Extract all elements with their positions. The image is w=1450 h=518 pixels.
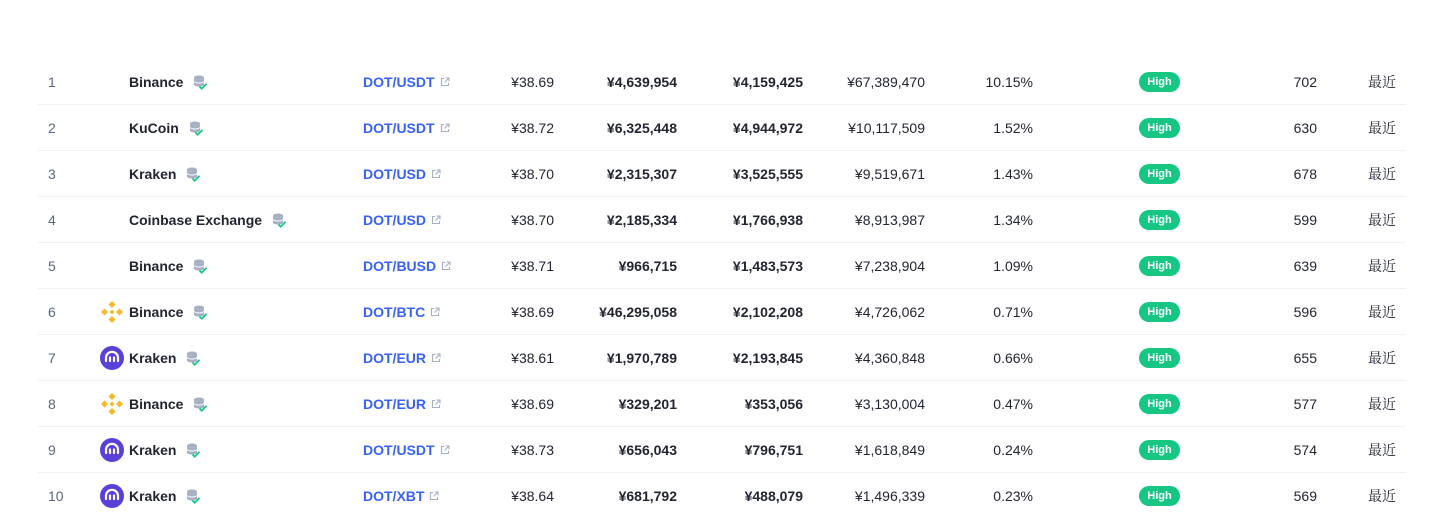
verified-exchange-icon — [192, 258, 208, 274]
pair-link[interactable] — [363, 243, 451, 288]
liquidity-cell — [1139, 151, 1180, 196]
pair-link[interactable] — [363, 381, 441, 426]
exchange-logo — [100, 243, 124, 288]
liquidity-cell — [1139, 473, 1180, 518]
updated-cell: 最近 — [1368, 349, 1396, 366]
liquidity-badge: High — [1139, 440, 1179, 460]
price-cell: ¥38.70 — [511, 211, 554, 228]
exchange-name-link[interactable] — [129, 289, 208, 334]
exchange-name: KuCoin — [129, 119, 179, 136]
pair-link[interactable] — [363, 427, 450, 472]
volume-share-cell: 0.23% — [993, 487, 1033, 504]
volume-24h-cell: ¥4,360,848 — [854, 349, 925, 366]
volume-share-cell: 1.09% — [993, 257, 1033, 274]
exchange-name: Binance — [129, 303, 184, 320]
rank-cell: 9 — [48, 441, 56, 458]
kraken-logo-icon — [100, 484, 124, 508]
updated-cell: 最近 — [1368, 257, 1396, 274]
price-cell: ¥38.70 — [511, 165, 554, 182]
verified-exchange-icon — [188, 120, 204, 136]
liquidity-score-cell: 574 — [1293, 441, 1317, 458]
liquidity-badge: High — [1139, 210, 1179, 230]
volume-share-cell: 1.43% — [993, 165, 1033, 182]
rank-cell: 8 — [48, 395, 56, 412]
external-link-icon — [430, 307, 440, 317]
liquidity-badge: High — [1139, 164, 1179, 184]
price-cell: ¥38.71 — [511, 257, 554, 274]
depth-plus-2-cell: ¥4,639,954 — [606, 73, 677, 90]
pair-label: DOT/USD — [363, 211, 426, 228]
rank-cell: 10 — [48, 487, 64, 504]
rank-cell: 3 — [48, 165, 56, 182]
updated-cell: 最近 — [1368, 441, 1396, 458]
external-link-icon — [431, 215, 441, 225]
pair-label: DOT/BTC — [363, 303, 426, 320]
pair-link[interactable] — [363, 335, 441, 380]
depth-plus-2-cell: ¥2,315,307 — [606, 165, 677, 182]
liquidity-cell — [1139, 105, 1180, 150]
depth-plus-2-cell: ¥46,295,058 — [599, 303, 677, 320]
verified-exchange-icon — [185, 442, 201, 458]
external-link-icon — [429, 491, 439, 501]
external-link-icon — [431, 399, 441, 409]
volume-24h-cell: ¥4,726,062 — [854, 303, 925, 320]
depth-minus-2-cell: ¥3,525,555 — [732, 165, 803, 182]
depth-plus-2-cell: ¥2,185,334 — [606, 211, 677, 228]
price-cell: ¥38.64 — [511, 487, 554, 504]
external-link-icon — [431, 353, 441, 363]
liquidity-badge: High — [1139, 72, 1179, 92]
updated-cell: 最近 — [1368, 165, 1396, 182]
rank-cell: 6 — [48, 303, 56, 320]
volume-24h-cell: ¥8,913,987 — [854, 211, 925, 228]
depth-minus-2-cell: ¥353,056 — [744, 395, 803, 412]
depth-minus-2-cell: ¥2,102,208 — [732, 303, 803, 320]
exchange-logo — [100, 59, 124, 104]
exchange-name: Kraken — [129, 441, 177, 458]
table-row[interactable] — [38, 197, 1406, 243]
external-link-icon — [441, 261, 451, 271]
table-row[interactable] — [38, 381, 1406, 427]
volume-24h-cell: ¥7,238,904 — [854, 257, 925, 274]
exchange-logo — [100, 335, 124, 380]
liquidity-badge: High — [1139, 256, 1179, 276]
liquidity-score-cell: 702 — [1293, 73, 1317, 90]
updated-cell: 最近 — [1368, 487, 1396, 504]
verified-exchange-icon — [192, 74, 208, 90]
exchange-name-link[interactable] — [129, 105, 204, 150]
depth-plus-2-cell: ¥966,715 — [618, 257, 677, 274]
updated-cell: 最近 — [1368, 119, 1396, 136]
volume-24h-cell: ¥3,130,004 — [854, 395, 925, 412]
liquidity-cell — [1139, 335, 1180, 380]
depth-minus-2-cell: ¥488,079 — [744, 487, 803, 504]
liquidity-cell — [1139, 243, 1180, 288]
depth-minus-2-cell: ¥796,751 — [744, 441, 803, 458]
depth-minus-2-cell: ¥1,483,573 — [732, 257, 803, 274]
volume-share-cell: 1.34% — [993, 211, 1033, 228]
updated-cell: 最近 — [1368, 303, 1396, 320]
pair-label: DOT/USDT — [363, 119, 435, 136]
pair-label: DOT/USD — [363, 165, 426, 182]
binance-logo-icon — [100, 300, 124, 324]
price-cell: ¥38.61 — [511, 349, 554, 366]
table-row[interactable] — [38, 289, 1406, 335]
pair-label: DOT/USDT — [363, 441, 435, 458]
volume-share-cell: 0.66% — [993, 349, 1033, 366]
exchange-name-link[interactable] — [129, 427, 201, 472]
rank-cell: 1 — [48, 73, 56, 90]
table-row[interactable] — [38, 427, 1406, 473]
kraken-logo-icon — [100, 438, 124, 462]
binance-logo-icon — [100, 392, 124, 416]
depth-minus-2-cell: ¥4,944,972 — [732, 119, 803, 136]
price-cell: ¥38.69 — [511, 73, 554, 90]
verified-exchange-icon — [271, 212, 287, 228]
liquidity-cell — [1139, 289, 1180, 334]
exchange-logo — [100, 289, 124, 334]
exchange-logo — [100, 105, 124, 150]
updated-cell: 最近 — [1368, 73, 1396, 90]
volume-share-cell: 10.15% — [985, 73, 1033, 90]
depth-plus-2-cell: ¥681,792 — [618, 487, 677, 504]
table-row[interactable] — [38, 473, 1406, 518]
pair-label: DOT/XBT — [363, 487, 425, 504]
depth-minus-2-cell: ¥1,766,938 — [732, 211, 803, 228]
exchange-name-link[interactable] — [129, 243, 208, 288]
depth-minus-2-cell: ¥4,159,425 — [732, 73, 803, 90]
pair-link[interactable] — [363, 151, 441, 196]
exchange-logo — [100, 381, 124, 426]
liquidity-score-cell: 630 — [1293, 119, 1317, 136]
liquidity-cell — [1139, 59, 1180, 104]
verified-exchange-icon — [185, 166, 201, 182]
price-cell: ¥38.69 — [511, 303, 554, 320]
exchange-logo — [100, 473, 124, 518]
exchange-logo — [100, 197, 124, 242]
markets-table — [38, 59, 1406, 518]
pair-label: DOT/EUR — [363, 395, 426, 412]
liquidity-badge: High — [1139, 302, 1179, 322]
verified-exchange-icon — [192, 304, 208, 320]
exchange-logo — [100, 427, 124, 472]
liquidity-score-cell: 596 — [1293, 303, 1317, 320]
volume-24h-cell: ¥9,519,671 — [854, 165, 925, 182]
exchange-name: Binance — [129, 73, 184, 90]
table-row[interactable] — [38, 105, 1406, 151]
pair-link[interactable] — [363, 59, 450, 104]
rank-cell: 4 — [48, 211, 56, 228]
verified-exchange-icon — [192, 396, 208, 412]
exchange-name: Kraken — [129, 487, 177, 504]
volume-share-cell: 0.24% — [993, 441, 1033, 458]
exchange-name-link[interactable] — [129, 151, 201, 196]
volume-24h-cell: ¥1,618,849 — [854, 441, 925, 458]
exchange-name: Binance — [129, 395, 184, 412]
exchange-name-link[interactable] — [129, 335, 201, 380]
liquidity-cell — [1139, 381, 1180, 426]
rank-cell: 2 — [48, 119, 56, 136]
pair-label: DOT/USDT — [363, 73, 435, 90]
exchange-name: Kraken — [129, 165, 177, 182]
volume-share-cell: 1.52% — [993, 119, 1033, 136]
rank-cell: 7 — [48, 349, 56, 366]
depth-plus-2-cell: ¥1,970,789 — [606, 349, 677, 366]
external-link-icon — [440, 77, 450, 87]
pair-link[interactable] — [363, 197, 441, 242]
exchange-name-link[interactable] — [129, 381, 208, 426]
depth-plus-2-cell: ¥6,325,448 — [606, 119, 677, 136]
liquidity-badge: High — [1139, 486, 1179, 506]
liquidity-score-cell: 577 — [1293, 395, 1317, 412]
exchange-name: Kraken — [129, 349, 177, 366]
volume-share-cell: 0.47% — [993, 395, 1033, 412]
volume-24h-cell: ¥10,117,509 — [848, 119, 925, 136]
liquidity-score-cell: 569 — [1293, 487, 1317, 504]
verified-exchange-icon — [185, 350, 201, 366]
table-row[interactable] — [38, 151, 1406, 197]
table-row[interactable] — [38, 59, 1406, 105]
updated-cell: 最近 — [1368, 211, 1396, 228]
depth-plus-2-cell: ¥329,201 — [618, 395, 677, 412]
liquidity-badge: High — [1139, 348, 1179, 368]
liquidity-badge: High — [1139, 118, 1179, 138]
pair-link[interactable] — [363, 289, 440, 334]
pair-label: DOT/BUSD — [363, 257, 437, 274]
liquidity-score-cell: 599 — [1293, 211, 1317, 228]
volume-share-cell: 0.71% — [993, 303, 1033, 320]
liquidity-score-cell: 655 — [1293, 349, 1317, 366]
price-cell: ¥38.73 — [511, 441, 554, 458]
pair-label: DOT/EUR — [363, 349, 426, 366]
exchange-name: Binance — [129, 257, 184, 274]
external-link-icon — [440, 445, 450, 455]
price-cell: ¥38.72 — [511, 119, 554, 136]
liquidity-score-cell: 678 — [1293, 165, 1317, 182]
exchange-name: Coinbase Exchange — [129, 211, 263, 228]
rank-cell: 5 — [48, 257, 56, 274]
depth-minus-2-cell: ¥2,193,845 — [732, 349, 803, 366]
pair-link[interactable] — [363, 473, 439, 518]
updated-cell: 最近 — [1368, 395, 1396, 412]
price-cell: ¥38.69 — [511, 395, 554, 412]
table-row[interactable] — [38, 335, 1406, 381]
kraken-logo-icon — [100, 346, 124, 370]
exchange-logo — [100, 151, 124, 196]
liquidity-cell — [1139, 427, 1180, 472]
exchange-name-link[interactable] — [129, 59, 208, 104]
pair-link[interactable] — [363, 105, 450, 150]
liquidity-cell — [1139, 197, 1180, 242]
external-link-icon — [431, 169, 441, 179]
table-row[interactable] — [38, 243, 1406, 289]
exchange-name-link[interactable] — [129, 197, 287, 242]
volume-24h-cell: ¥1,496,339 — [854, 487, 925, 504]
volume-24h-cell: ¥67,389,470 — [847, 73, 925, 90]
exchange-name-link[interactable] — [129, 473, 201, 518]
verified-exchange-icon — [185, 488, 201, 504]
external-link-icon — [440, 123, 450, 133]
liquidity-score-cell: 639 — [1293, 257, 1317, 274]
depth-plus-2-cell: ¥656,043 — [618, 441, 677, 458]
liquidity-badge: High — [1139, 394, 1179, 414]
